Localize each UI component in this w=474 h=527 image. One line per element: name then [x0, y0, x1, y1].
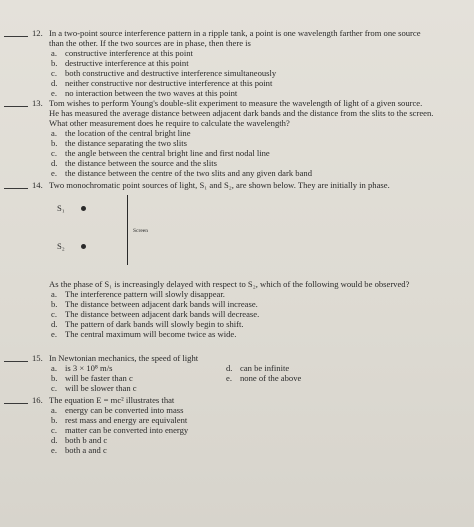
- screen-line: [127, 195, 128, 265]
- answer-blank[interactable]: [4, 403, 28, 404]
- interference-diagram: [55, 195, 255, 265]
- source-s2-dot: [81, 244, 86, 249]
- question-stem: In a two-point source interference pattern in a ripple tank, a point is one wavelength farther from one source than the other. If the two sources are in phase, then there is: [49, 28, 421, 48]
- question-number: 12.: [32, 28, 43, 38]
- worksheet-page: 12. In a two-point source interference pattern in a ripple tank, a point is one wavelength farther from one source than the other. If the two sources are in phase, then there is a. constructive interference at this point b. destructive interference at this point c. both constructive and destructive interference simultaneously d. neither constructive nor destructive interference at this point e. no interaction between the two waves at this point 13. Tom wishes to perform Young's double-slit experiment to measure the wavelength of light of a given source. He has measured the average distance between adjacent dark bands and the distance from the slits to the screen. What other measurement does he require to calculate the wavelength? a. the location of the central bright line b. the distance separating the two slits c. the angle between the central bright line and first nodal line d. the distance between the source and the slits e. the distance between the centre of the two slits and any given dark band 14. Two monochromatic point sources of light, S₁ and S₂, are shown below. They are initially in phase. S₁ S₂ Screen As the phase of S₁ is increasingly delayed with respect to S₂, which of the following would be observed? a. The interference pattern will slowly disappear. b. The distance between adjacent dark bands will increase. c. The distance between adjacent dark bands will decrease. d. The pattern of dark bands will slowly begin to shift. e. The central maximum will become twice as wide. 15. In Newtonian mechanics, the speed of light a. is 3 × 10⁸ m/s b. will be faster than c c. will be slower than c d. can be infinite e. none of the above 16. The equation E = mc² illustrates that a. energy can be converted into mass b. rest mass and energy are equivalent c. matter can be converted into energy d. both b and c e. both a and c: [0, 0, 474, 527]
- question-prompt: As the phase of S₁ is increasingly delayed with respect to S₂, which of the following would be observed?: [49, 279, 410, 289]
- question-number: 15.: [32, 353, 43, 363]
- question-stem: The equation E = mc² illustrates that: [49, 395, 175, 405]
- answer-blank[interactable]: [4, 361, 28, 362]
- source-s1-dot: [81, 206, 86, 211]
- screen-label: Screen: [133, 228, 148, 234]
- question-number: 14.: [32, 180, 43, 190]
- source-s1-label: S₁: [57, 203, 65, 213]
- source-s2-label: S₂: [57, 241, 65, 251]
- question-number: 13.: [32, 98, 43, 108]
- answer-blank[interactable]: [4, 188, 28, 189]
- question-stem: In Newtonian mechanics, the speed of light: [49, 353, 199, 363]
- question-stem: Tom wishes to perform Young's double-slit experiment to measure the wavelength of light of a given source. He has measured the average distance between adjacent dark bands and the distance from the slits to the screen. What other measurement does he require to calculate the wavelength?: [49, 98, 434, 128]
- question-number: 16.: [32, 395, 43, 405]
- question-stem: Two monochromatic point sources of light, S₁ and S₂, are shown below. They are initially in phase.: [49, 180, 390, 190]
- answer-blank[interactable]: [4, 36, 28, 37]
- answer-blank[interactable]: [4, 106, 28, 107]
